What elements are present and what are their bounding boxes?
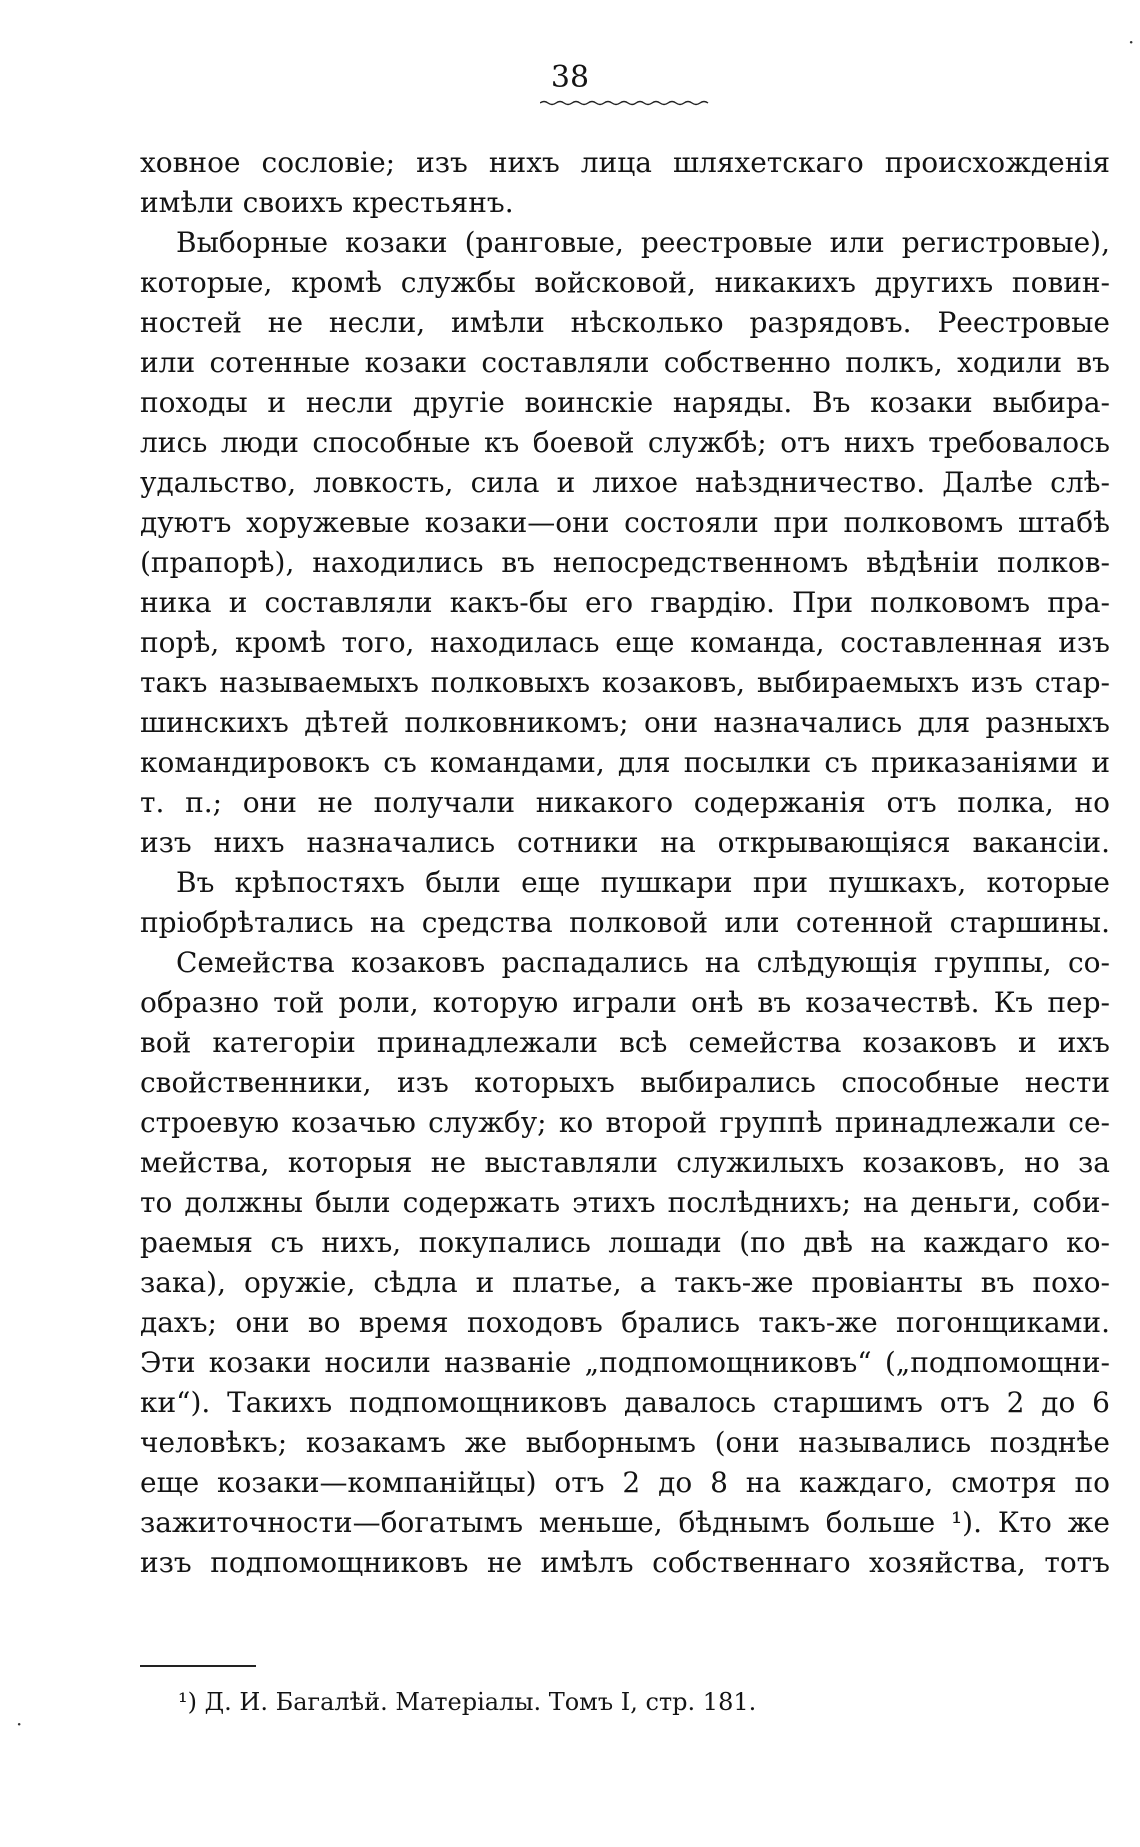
text-line: Эти козаки носили названіе „подпомощниковъ“ („подпомощни-: [140, 1346, 1110, 1379]
footnote-marker: ¹): [178, 1688, 197, 1716]
text-line: такъ называемыхъ полковыхъ козаковъ, выбираемыхъ изъ стар-: [140, 666, 1110, 699]
text-line: (прапорѣ), находились въ непосредственномъ вѣдѣніи полков-: [140, 546, 1110, 579]
edge-speck: ·: [1128, 30, 1135, 54]
text-line: вой категоріи принадлежали всѣ семейства козаковъ и ихъ: [140, 1026, 1110, 1059]
text-line: мейства, которыя не выставляли служилыхъ козаковъ, но за: [140, 1146, 1110, 1179]
text-line: которые, кромѣ службы войсковой, никакихъ другихъ повин-: [140, 266, 1110, 299]
text-line: походы и несли другіе воинскіе наряды. Въ козаки выбира-: [140, 386, 1110, 419]
text-line: дахъ; они во время походовъ брались такъ-же погонщиками.: [140, 1306, 1110, 1339]
text-line: Семейства козаковъ распадались на слѣдующія группы, со-: [176, 946, 1110, 979]
text-line: командировокъ съ командами, для посылки съ приказаніями и: [140, 746, 1110, 779]
text-line: зака), оружіе, сѣдла и платье, а такъ-же провіанты въ похо-: [140, 1266, 1110, 1299]
text-line: Въ крѣпостяхъ были еще пушкари при пушкахъ, которые: [176, 866, 1110, 899]
text-line: лись люди способные къ боевой службѣ; отъ нихъ требовалось: [140, 426, 1110, 459]
text-line: ховное сословіе; изъ нихъ лица шляхетскаго происхожденія: [140, 146, 1110, 179]
footnote-rule: [140, 1665, 256, 1667]
text-line: шинскихъ дѣтей полковникомъ; они назначались для разныхъ: [140, 706, 1110, 739]
text-line: или сотенные козаки составляли собственно полкъ, ходили въ: [140, 346, 1110, 379]
text-line: ки“). Такихъ подпомощниковъ давалось старшимъ отъ 2 до 6: [140, 1386, 1110, 1419]
text-line: ностей не несли, имѣли нѣсколько разрядовъ. Реестровые: [140, 306, 1110, 339]
page-number: 38: [550, 60, 590, 95]
text-line: свойственники, изъ которыхъ выбирались способные нести: [140, 1066, 1110, 1099]
text-line: т. п.; они не получали никакого содержанія отъ полка, но: [140, 786, 1110, 819]
footnote-text: Д. И. Багалѣй. Матеріалы. Томъ I, стр. 181.: [204, 1688, 757, 1716]
text-line: дуютъ хоружевые козаки—они состояли при полковомъ штабѣ: [140, 506, 1110, 539]
body-text: [140, 143, 1110, 1583]
text-line: изъ нихъ назначались сотники на открывающіяся вакансіи.: [140, 826, 1110, 859]
text-line: порѣ, кромѣ того, находилась еще команда, составленная изъ: [140, 626, 1110, 659]
footnote: [178, 1686, 756, 1718]
text-line: еще козаки—компанійцы) отъ 2 до 8 на каждаго, смотря по: [140, 1466, 1110, 1499]
text-line: строевую козачью службу; ко второй группѣ принадлежали се-: [140, 1106, 1110, 1139]
text-line: ника и составляли какъ-бы его гвардію. При полковомъ пра-: [140, 586, 1110, 619]
text-line: пріобрѣтались на средства полковой или сотенной старшины.: [140, 906, 1110, 939]
text-line: зажиточности—богатымъ меньше, бѣднымъ больше ¹). Кто же: [140, 1506, 1110, 1539]
text-line: изъ подпомощниковъ не имѣлъ собственнаго хозяйства, тотъ: [140, 1546, 1110, 1579]
text-line: имѣли своихъ крестьянъ.: [140, 186, 514, 219]
text-line: то должны были содержать этихъ послѣднихъ; на деньги, соби-: [140, 1186, 1110, 1219]
text-line: удальство, ловкость, сила и лихое наѣздничество. Далѣе слѣ-: [140, 466, 1110, 499]
text-line: раемыя съ нихъ, покупались лошади (по двѣ на каждаго ко-: [140, 1226, 1110, 1259]
page-number-underline: [540, 100, 710, 106]
edge-speck: ·: [16, 1712, 23, 1736]
text-line: образно той роли, которую играли онѣ въ козачествѣ. Къ пер-: [140, 986, 1110, 1019]
text-line: Выборные козаки (ранговые, реестровые или регистровые),: [176, 226, 1110, 259]
text-line: человѣкъ; козакамъ же выборнымъ (они назывались позднѣе: [140, 1426, 1110, 1459]
